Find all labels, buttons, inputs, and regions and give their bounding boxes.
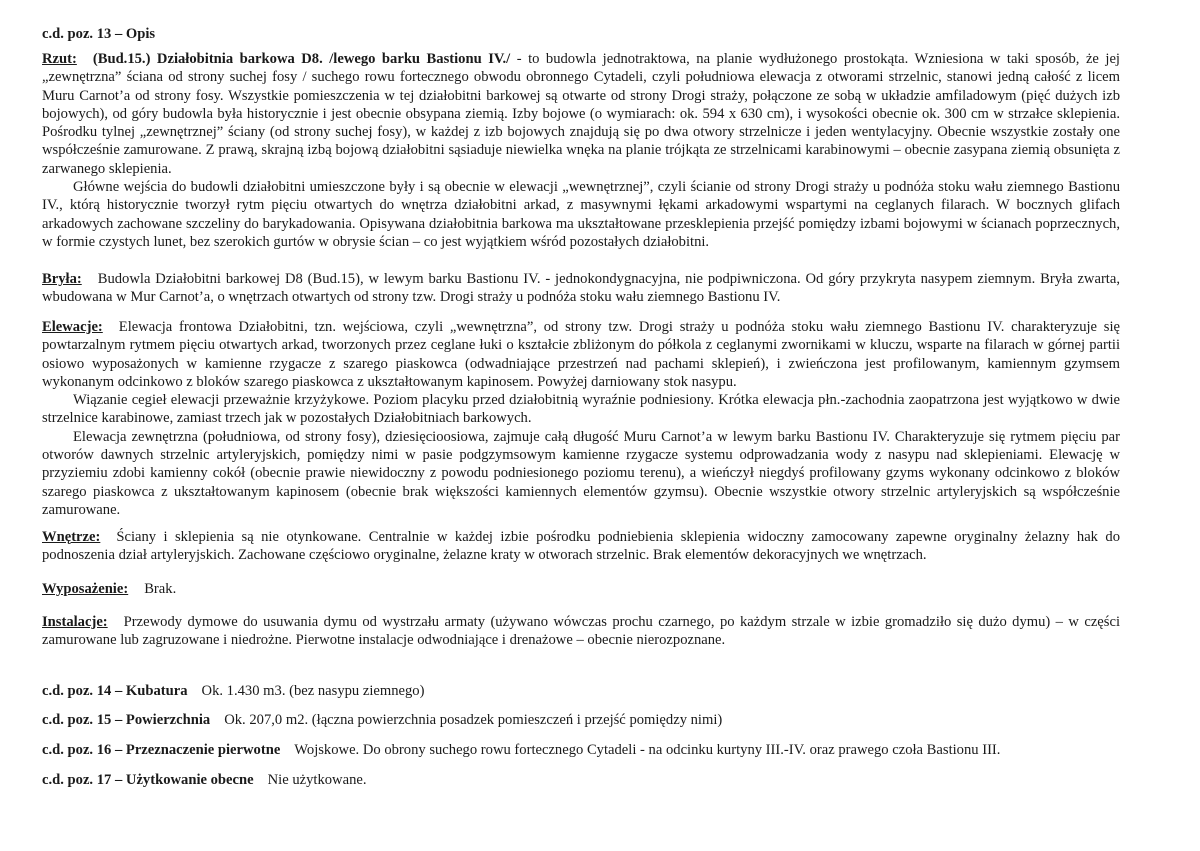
item-value: Wojskowe. Do obrony suchego rowu fortecznego Cytadeli - na odcinku kurtyny III.-IV. oraz prawego czoła Bastionu III. — [294, 742, 1001, 758]
item-kubatura — [42, 682, 424, 700]
item-key: c.d. poz. 14 – Kubatura — [42, 683, 188, 699]
instalacje-paragraph — [42, 613, 1120, 650]
section-instalacje — [42, 613, 1120, 650]
item-value: Ok. 207,0 m2. (łączna powierzchnia posadzek pomieszczeń i przejść pomiędzy nimi) — [224, 712, 723, 728]
wyposazenie-paragraph — [42, 580, 1120, 598]
rzut-building-title: (Bud.15.) Działobitnia barkowa D8. /lewego barku Bastionu IV./ — [92, 51, 511, 67]
section-bryla — [42, 270, 1120, 307]
item-value: Ok. 1.430 m3. (bez nasypu ziemnego) — [201, 683, 425, 699]
section-rzut — [42, 50, 1120, 251]
rzut-paragraph-2: Główne wejścia do budowli działobitni umieszczone były i są obecnie w elewacji „wewnętrznej”, czyli ścianie od strony Drogi straży u podnóża stoku wału ziemnego Bastionu IV., którą historycznie tworzył rytm pięciu otwartych do wnętrza działobitni arkad, z masywnymi łękami arkadowymi wspartymi na ceglanych filarach. W bocznych glifach arkadowych zachowane szczeliny do barykadowania. Opisywana działobitnia barkowa ma ukształtowane przesklepienia przejść pomiędzy izbami bojowymi w ścianach poprzecznych, w formie czystych lunet, bez szerokich gurtów w obrysie ścian – co jest wyjątkiem wśród pozostałych działobitni. — [42, 179, 1120, 250]
elewacje-text-1: Elewacja frontowa Działobitni, tzn. wejściowa, czyli „wewnętrzna”, od strony tzw. Drogi straży u podnóża stoku wału ziemnego Bastionu IV. charakteryzuje się powtarzalnym rytmem pięciu otwartych arkad, tworzonych przez ceglane łuki o kształcie zbliżonym do półkola z ceglanymi zwornikami w kluczu, wsparte na filarach w górnej partii osiowo wyposażonych w kamienne rzygacze z szarego piaskowca (odwadniające przestrzeń nad pachami sklepień), i zwieńczona jest profilowanym, kamiennym gzymsem wykonanym odcinkowo z bloków szarego piaskowca z ukształtowanym kapinosem. Powyżej darniowany stok nasypu. — [42, 319, 1120, 390]
wyposazenie-label: Wyposażenie: — [42, 581, 129, 597]
section-wnetrze — [42, 528, 1120, 565]
wnetrze-text: Ściany i sklepienia są nie otynkowane. Centralnie w każdej izbie pośrodku podniebienia sklepienia widoczny zamocowany zapewne oryginalny żelazny hak do podnoszenia dział artyleryjskich. Zachowane częściowo oryginalne, żelazne kraty w otworach strzelnic. Brak elementów dekoracyjnych we wnętrzach. — [42, 529, 1120, 564]
wyposazenie-text: Brak. — [144, 581, 177, 597]
item-key: c.d. poz. 17 – Użytkowanie obecne — [42, 772, 254, 788]
item-key: c.d. poz. 16 – Przeznaczenie pierwotne — [42, 742, 281, 758]
elewacje-paragraph-2: Wiązanie cegieł elewacji przeważnie krzyżykowe. Poziom placyku przed działobitnią wyraźnie podniesiony. Krótka elewacja płn.-zachodnia zaopatrzona jest wyjątkowo w dwie strzelnice karabinowe, zamiast trzech jak w pozostałych Działobitniach barkowych. — [42, 392, 1120, 427]
wnetrze-label: Wnętrze: — [42, 529, 101, 545]
item-uzytkowanie-obecne — [42, 771, 367, 789]
bryla-label: Bryła: — [42, 271, 82, 287]
item-value: Nie użytkowane. — [267, 772, 367, 788]
instalacje-text: Przewody dymowe do usuwania dymu od wystrzału armaty (używano wówczas prochu czarnego, po każdym strzale w izbie gromadziło się dużo dymu) – w części zamurowane lub zagruzowane i niedrożne. Pierwotne instalacje odwodniające i drenażowe – obecnie nierozpoznane. — [42, 614, 1120, 649]
elewacje-label: Elewacje: — [42, 319, 103, 335]
elewacje-paragraph-3: Elewacja zewnętrzna (południowa, od strony fosy), dziesięcioosiowa, zajmuje całą długość Muru Carnot’a w lewym barku Bastionu IV. Charakteryzuje się rytmem pięciu par otworów dawnych strzelnic artyleryjskich, pomiędzy nimi w pasie podgzymsowym kamienne rzygacze systemu odprowadzania wody z nasypu nad sklepieniami. Elewację w przyziemiu zdobi kamienny cokół (obecnie prawie niewidoczny z powodu podniesionego poziomu terenu), a wieńczył niegdyś profilowany gzyms wykonany odcinkowo z bloków szarego piaskowca z ukształtowanym kapinosem (obecnie brak większości kamiennych elementów gzymsu). Obecnie wszystkie otwory strzelnic artyleryjskich są współcześnie zamurowane. — [42, 428, 1120, 518]
item-key: c.d. poz. 15 – Powierzchnia — [42, 712, 211, 728]
rzut-text-1: - to budowla jednotraktowa, na planie wydłużonego prostokąta. Wzniesiona w taki sposób, że jej „zewnętrzna” ściana od strony suchej fosy / suchego rowu fortecznego obwodu obronnego Cytadeli, czyli południowa elewacja z otworami strzelnic, stanowi jedną całość z licem Muru Carnot’a od strony fosy. Wszystkie pomieszczenia w tej działobitni barkowej są otwarte od strony Drogi straży, połączone ze sobą w układzie amfiladowym (pięć dużych izb bojowych), od góry budowla była historycznie i jest obecnie obsypana ziemią. Izby bojowe (o wymiarach: ok. 594 x 630 cm), i wysokości obecnie ok. 300 cm w strzałce sklepienia. Pośrodku tylnej „zewnętrznej” ściany (od strony suchej fosy), w każdej z izb bojowych znajdują się po dwa otwory strzelnicze i jeden wentylacyjny. Obecnie wszystkie zostały one współcześnie zamurowane. Z prawą, skrajną izbą bojową działobitni sąsiaduje niewielka wnęka na planie trójkąta ze strzelnicami karabinowymi – obecnie zasypana ziemią obsunięta z zarwanego sklepienia. — [42, 51, 1120, 177]
bryla-text: Budowla Działobitni barkowej D8 (Bud.15), w lewym barku Bastionu IV. - jednokondygnacyjna, nie podpiwniczona. Od góry przykryta nasypem ziemnym. Bryła zwarta, wbudowana w Mur Carnot’a, o wnętrzach otwartych od strony tzw. Drogi straży u podnóża stoku wału ziemnego Bastionu IV. — [42, 271, 1120, 306]
section-wyposazenie — [42, 580, 1120, 598]
instalacje-label: Instalacje: — [42, 614, 108, 630]
item-powierzchnia — [42, 711, 722, 729]
section-heading-opis: c.d. poz. 13 – Opis — [42, 26, 156, 42]
bryla-paragraph — [42, 270, 1120, 307]
elewacje-paragraph-1 — [42, 318, 1120, 391]
rzut-label: Rzut: — [42, 51, 77, 67]
rzut-paragraph-1 — [42, 50, 1120, 178]
item-przeznaczenie-pierwotne — [42, 741, 1000, 759]
section-elewacje — [42, 318, 1120, 519]
wnetrze-paragraph — [42, 528, 1120, 565]
